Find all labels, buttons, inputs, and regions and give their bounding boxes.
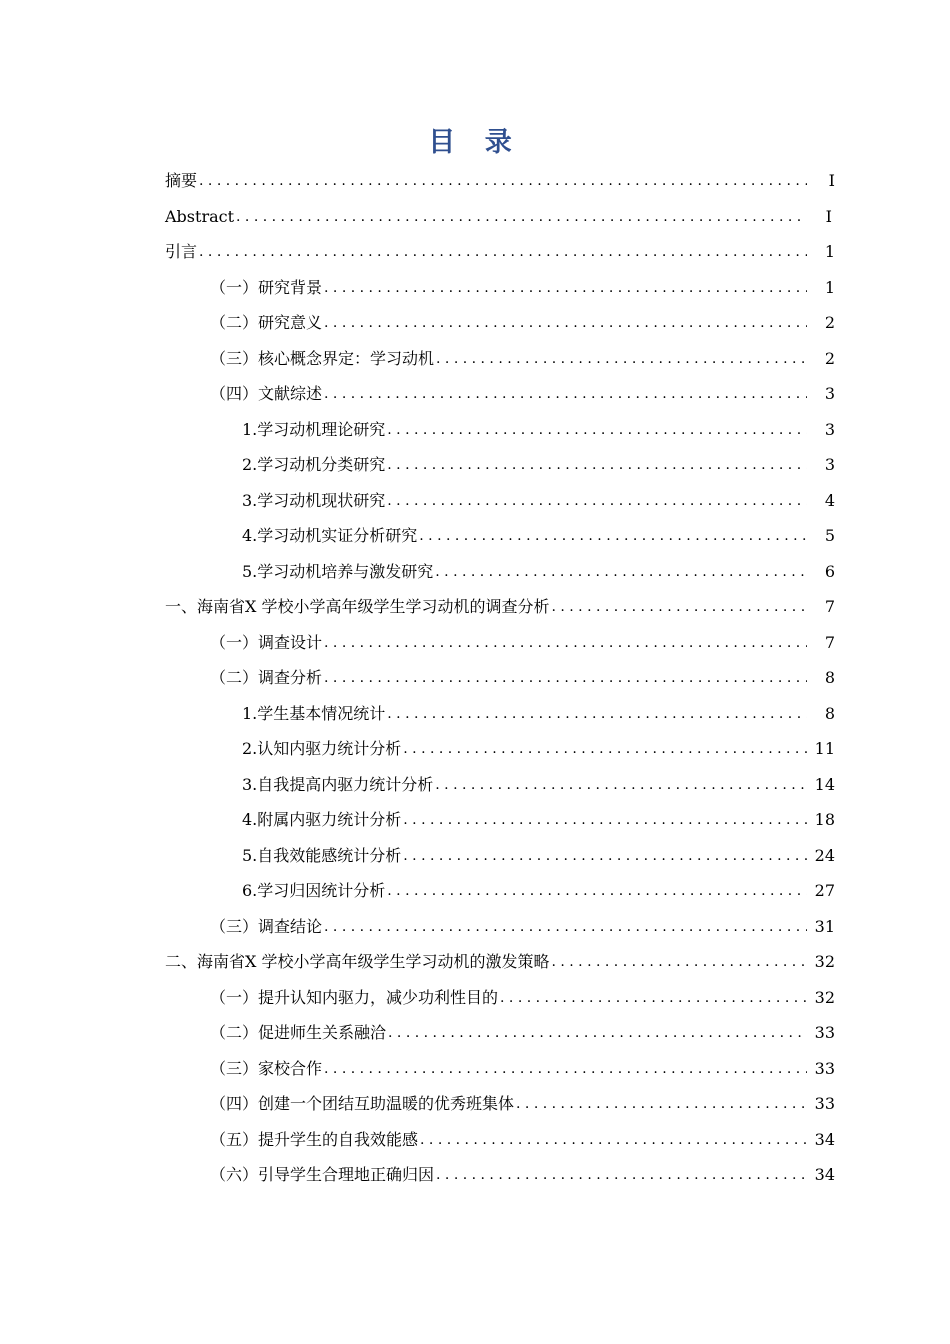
toc-entry-label: 4.附属内驱力统计分析: [242, 810, 402, 829]
toc-entry-line: [165, 589, 835, 625]
toc-entry-line: [210, 909, 835, 945]
toc-dot-leader: [551, 589, 807, 625]
toc-dot-leader: [435, 767, 807, 803]
toc-entry-label: （三）家校合作: [210, 1059, 323, 1078]
toc-entry-page-number: 24: [814, 846, 835, 865]
toc-dot-leader: [324, 909, 807, 945]
toc-entry-page-number: 34: [814, 1130, 835, 1149]
toc-entry-label: 一、海南省X 学校小学高年级学生学习动机的调查分析: [165, 597, 550, 616]
toc-entry-line: [242, 518, 835, 554]
toc-entry[interactable]: [0, 341, 950, 377]
toc-entry-page-number: 2: [824, 349, 835, 368]
toc-entry[interactable]: [0, 802, 950, 838]
toc-entry-label: （三）核心概念界定：学习动机: [210, 349, 435, 368]
toc-entry-label: 5.学习动机培养与激发研究: [242, 562, 434, 581]
toc-entry-label: （二）研究意义: [210, 313, 323, 332]
toc-entry[interactable]: [0, 767, 950, 803]
toc-entry-label: 2.认知内驱力统计分析: [242, 739, 402, 758]
toc-entry-label: 引言: [165, 242, 198, 261]
toc-entry-line: [210, 1122, 835, 1158]
toc-entry-page-number: 27: [814, 881, 835, 900]
toc-entry[interactable]: [0, 199, 950, 235]
toc-dot-leader: [199, 163, 807, 199]
toc-entry-line: [210, 1157, 835, 1193]
toc-entry[interactable]: [0, 909, 950, 945]
toc-entry[interactable]: [0, 447, 950, 483]
toc-entry[interactable]: [0, 483, 950, 519]
toc-dot-leader: [551, 944, 807, 980]
toc-entry-label: （六）引导学生合理地正确归因: [210, 1165, 435, 1184]
toc-entry-page-number: 3: [824, 420, 835, 439]
toc-entry-label: 2.学习动机分类研究: [242, 455, 386, 474]
toc-entry-page-number: 33: [814, 1023, 835, 1042]
toc-entry-label: 5.自我效能感统计分析: [242, 846, 402, 865]
toc-entry-page-number: 34: [814, 1165, 835, 1184]
toc-dot-leader: [387, 483, 807, 519]
toc-entry[interactable]: [0, 1122, 950, 1158]
toc-entry[interactable]: [0, 589, 950, 625]
toc-entry[interactable]: [0, 660, 950, 696]
toc-dot-leader: [236, 199, 804, 235]
toc-entry-page-number: 32: [814, 952, 835, 971]
toc-entry-line: [242, 554, 835, 590]
toc-dot-leader: [387, 873, 807, 909]
toc-entry-label: （五）提升学生的自我效能感: [210, 1130, 419, 1149]
toc-entry-label: （四）创建一个团结互助温暖的优秀班集体: [210, 1094, 515, 1113]
toc-dot-leader: [388, 1015, 807, 1051]
toc-entry-line: [210, 1086, 835, 1122]
toc-entry-page-number: 3: [824, 455, 835, 474]
toc-dot-leader: [435, 554, 807, 590]
toc-entry-line: [242, 802, 835, 838]
toc-entry-line: [242, 731, 835, 767]
toc-entry-line: [210, 341, 835, 377]
toc-entry-label: 3.学习动机现状研究: [242, 491, 386, 510]
toc-entry-page-number: 5: [824, 526, 835, 545]
toc-entry-label: （二）促进师生关系融洽: [210, 1023, 387, 1042]
toc-entry-label: 二、海南省X 学校小学高年级学生学习动机的激发策略: [165, 952, 550, 971]
toc-entry-label: （一）调查设计: [210, 633, 323, 652]
toc-entry[interactable]: [0, 696, 950, 732]
toc-entry-page-number: 31: [814, 917, 835, 936]
toc-dot-leader: [387, 696, 807, 732]
toc-dot-leader: [436, 1157, 807, 1193]
toc-entry[interactable]: [0, 376, 950, 412]
toc-entry-page-number: 11: [814, 739, 835, 758]
toc-entry[interactable]: [0, 1051, 950, 1087]
toc-entry-page-number: 32: [814, 988, 835, 1007]
toc-entry[interactable]: [0, 1086, 950, 1122]
toc-dot-leader: [387, 412, 807, 448]
toc-title: 目 录: [428, 127, 522, 158]
toc-entry-line: [242, 483, 835, 519]
toc-dot-leader: [516, 1086, 807, 1122]
toc-entry[interactable]: [0, 980, 950, 1016]
toc-dot-leader: [436, 341, 807, 377]
toc-entry-label: （二）调查分析: [210, 668, 323, 687]
toc-entry-label: 1.学习动机理论研究: [242, 420, 386, 439]
toc-entry-label: 1.学生基本情况统计: [242, 704, 386, 723]
toc-dot-leader: [324, 660, 807, 696]
toc-entry-line: [165, 199, 832, 235]
toc-entry[interactable]: [0, 625, 950, 661]
toc-entry-line: [242, 412, 835, 448]
toc-entry-label: Abstract: [165, 207, 235, 226]
toc-entry-line: [242, 696, 835, 732]
toc-entry-line: [210, 625, 835, 661]
toc-entry-page-number: 8: [824, 668, 835, 687]
toc-dot-leader: [403, 802, 807, 838]
toc-entry-page-number: 33: [814, 1094, 835, 1113]
toc-entry[interactable]: [0, 1015, 950, 1051]
toc-entry[interactable]: [0, 234, 950, 270]
toc-entry-line: [165, 944, 835, 980]
toc-dot-leader: [420, 1122, 807, 1158]
toc-entry-line: [210, 660, 835, 696]
toc-entry-page-number: 7: [824, 633, 835, 652]
toc-entry-line: [165, 234, 835, 270]
toc-dot-leader: [403, 731, 807, 767]
toc-entry-page-number: 3: [824, 384, 835, 403]
toc-entry[interactable]: [0, 838, 950, 874]
toc-dot-leader: [403, 838, 807, 874]
toc-entry[interactable]: [0, 554, 950, 590]
toc-entry-line: [210, 305, 835, 341]
toc-entry-label: （一）提升认知内驱力，减少功利性目的: [210, 988, 499, 1007]
toc-entry[interactable]: [0, 873, 950, 909]
toc-entry-label: （四）文献综述: [210, 384, 323, 403]
toc-entry-page-number: 7: [824, 597, 835, 616]
toc-entry-line: [210, 270, 835, 306]
toc-entry-label: 6.学习归因统计分析: [242, 881, 386, 900]
toc-entry-line: [242, 838, 835, 874]
toc-entry-page-number: I: [828, 171, 835, 190]
toc-entry-label: 4.学习动机实证分析研究: [242, 526, 418, 545]
toc-dot-leader: [324, 270, 807, 306]
toc-entry-page-number: 6: [824, 562, 835, 581]
toc-entry-label: （一）研究背景: [210, 278, 323, 297]
toc-entry-page-number: 1: [824, 242, 835, 261]
toc-dot-leader: [419, 518, 807, 554]
toc-entry[interactable]: [0, 305, 950, 341]
toc-entry-page-number: 4: [824, 491, 835, 510]
toc-entry-page-number: 2: [824, 313, 835, 332]
toc-entry-page-number: 33: [814, 1059, 835, 1078]
toc-entry[interactable]: [0, 731, 950, 767]
toc-dot-leader: [324, 1051, 807, 1087]
toc-entry[interactable]: [0, 270, 950, 306]
toc-entry-page-number: 1: [824, 278, 835, 297]
toc-entry-line: [242, 873, 835, 909]
toc-entry-line: [210, 376, 835, 412]
toc-entry[interactable]: [0, 518, 950, 554]
toc-dot-leader: [324, 305, 807, 341]
toc-dot-leader: [199, 234, 807, 270]
toc-dot-leader: [500, 980, 807, 1016]
toc-entry-line: [165, 163, 835, 199]
toc-entry-page-number: 14: [814, 775, 835, 794]
toc-entry-page-number: 8: [824, 704, 835, 723]
toc-dot-leader: [324, 376, 807, 412]
toc-entry-page-number: I: [825, 207, 832, 226]
toc-entry-page-number: 18: [814, 810, 835, 829]
toc-entry-label: （三）调查结论: [210, 917, 323, 936]
toc-dot-leader: [387, 447, 807, 483]
toc-entry-line: [210, 980, 835, 1016]
toc-entry[interactable]: [0, 163, 950, 199]
toc-entry[interactable]: [0, 944, 950, 980]
toc-entry[interactable]: [0, 412, 950, 448]
toc-entry[interactable]: [0, 1157, 950, 1193]
toc-entry-line: [242, 767, 835, 803]
toc-entry-line: [210, 1051, 835, 1087]
toc-entry-label: 摘要: [165, 171, 198, 190]
toc-entry-line: [210, 1015, 835, 1051]
toc-entry-line: [242, 447, 835, 483]
toc-dot-leader: [324, 625, 807, 661]
toc-entry-label: 3.自我提高内驱力统计分析: [242, 775, 434, 794]
